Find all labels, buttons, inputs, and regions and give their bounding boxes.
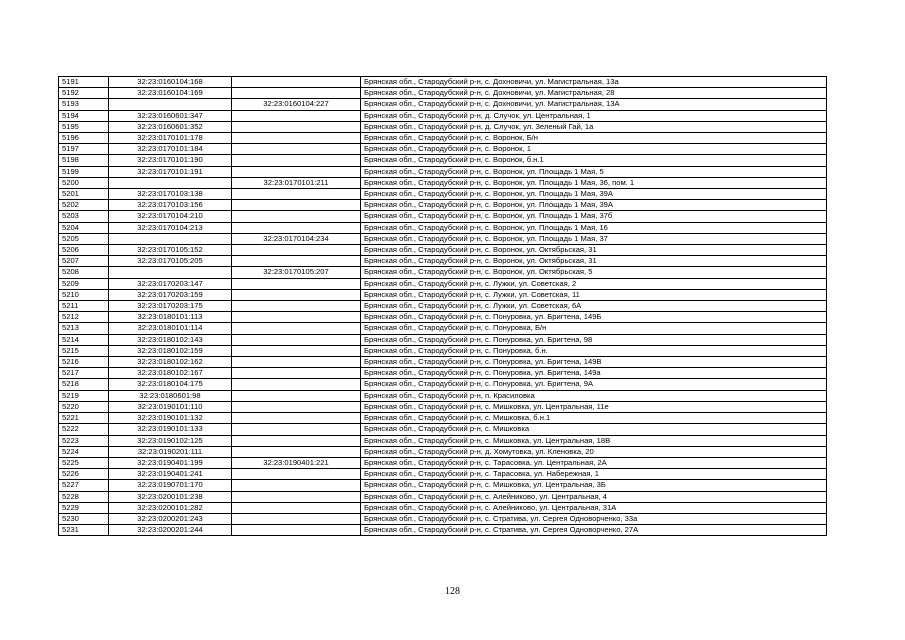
cadastral-number-2-cell bbox=[232, 491, 361, 502]
table-row bbox=[59, 413, 827, 424]
row-number-cell: 5198 bbox=[59, 155, 109, 166]
cadastral-number-2-cell bbox=[232, 133, 361, 144]
address-cell: Брянская обл., Стародубский р-н, с. Лужки, ул. Советская, 11 bbox=[361, 289, 827, 300]
cadastral-number-cell: 32:23:0170101:191 bbox=[109, 166, 232, 177]
cadastral-number-2-cell bbox=[232, 469, 361, 480]
cadastral-number-cell: 32:23:0190101:133 bbox=[109, 424, 232, 435]
address-cell: Брянская обл., Стародубский р-н, с. Воронок, ул. Площадь 1 Мая, 37 bbox=[361, 233, 827, 244]
cadastral-number-2-cell: 32:23:0170105:207 bbox=[232, 267, 361, 278]
cadastral-number-cell: 32:23:0160104:168 bbox=[109, 77, 232, 88]
address-cell: Брянская обл., Стародубский р-н, с. Воронок, ул. Площадь 1 Мая, 37б bbox=[361, 211, 827, 222]
table-row bbox=[59, 390, 827, 401]
table-row bbox=[59, 357, 827, 368]
address-cell: Брянская обл., Стародубский р-н, с. Алейниково, ул. Центральная, 31А bbox=[361, 502, 827, 513]
cadastral-number-2-cell bbox=[232, 155, 361, 166]
cadastral-number-2-cell: 32:23:0170101:211 bbox=[232, 177, 361, 188]
address-cell: Брянская обл., Стародубский р-н, с. Мишковка, ул. Центральная, 11е bbox=[361, 401, 827, 412]
table-row bbox=[59, 77, 827, 88]
cadastral-number-cell: 32:23:0180104:175 bbox=[109, 379, 232, 390]
address-cell: Брянская обл., Стародубский р-н, с. Стратива, ул. Сергея Одноворченко, 33а bbox=[361, 513, 827, 524]
row-number-cell: 5230 bbox=[59, 513, 109, 524]
page-number: 128 bbox=[445, 586, 460, 597]
table-row bbox=[59, 177, 827, 188]
cadastral-number-cell: 32:23:0190401:241 bbox=[109, 469, 232, 480]
row-number-cell: 5228 bbox=[59, 491, 109, 502]
table-row bbox=[59, 513, 827, 524]
row-number-cell: 5227 bbox=[59, 480, 109, 491]
row-number-cell: 5214 bbox=[59, 334, 109, 345]
cadastral-number-cell: 32:23:0170203:159 bbox=[109, 289, 232, 300]
cadastral-number-2-cell: 32:23:0190401:221 bbox=[232, 457, 361, 468]
address-cell: Брянская обл., Стародубский р-н, д. Случок, ул. Центральная, 1 bbox=[361, 110, 827, 121]
address-cell: Брянская обл., Стародубский р-н, с. Мишковка, ул. Центральная, 3Б bbox=[361, 480, 827, 491]
table-row bbox=[59, 289, 827, 300]
cadastral-number-2-cell bbox=[232, 446, 361, 457]
cadastral-number-2-cell bbox=[232, 200, 361, 211]
address-cell: Брянская обл., Стародубский р-н, с. Воронок, б.н.1 bbox=[361, 155, 827, 166]
cadastral-number-2-cell bbox=[232, 334, 361, 345]
table-row bbox=[59, 345, 827, 356]
cadastral-number-2-cell bbox=[232, 222, 361, 233]
table-row bbox=[59, 435, 827, 446]
row-number-cell: 5231 bbox=[59, 525, 109, 536]
cadastral-number-2-cell bbox=[232, 368, 361, 379]
address-cell: Брянская обл., Стародубский р-н, с. Тарасовка, ул. Набережная, 1 bbox=[361, 469, 827, 480]
address-cell: Брянская обл., Стародубский р-н, с. Воронок, Б/н bbox=[361, 133, 827, 144]
cadastral-number-2-cell bbox=[232, 245, 361, 256]
table-row bbox=[59, 233, 827, 244]
row-number-cell: 5201 bbox=[59, 189, 109, 200]
table-row bbox=[59, 278, 827, 289]
cadastral-number-cell: 32:23:0170101:190 bbox=[109, 155, 232, 166]
property-table-body bbox=[59, 77, 827, 536]
row-number-cell: 5213 bbox=[59, 323, 109, 334]
row-number-cell: 5200 bbox=[59, 177, 109, 188]
cadastral-number-cell: 32:23:0180101:113 bbox=[109, 312, 232, 323]
cadastral-number-2-cell bbox=[232, 390, 361, 401]
address-cell: Брянская обл., Стародубский р-н, д. Хомутовка, ул. Кленовка, 20 bbox=[361, 446, 827, 457]
table-row bbox=[59, 368, 827, 379]
cadastral-number-cell: 32:23:0170104:213 bbox=[109, 222, 232, 233]
table-row bbox=[59, 256, 827, 267]
cadastral-number-2-cell bbox=[232, 525, 361, 536]
cadastral-number-cell: 32:23:0170103:138 bbox=[109, 189, 232, 200]
cadastral-number-2-cell bbox=[232, 312, 361, 323]
cadastral-number-2-cell bbox=[232, 435, 361, 446]
row-number-cell: 5204 bbox=[59, 222, 109, 233]
table-row bbox=[59, 525, 827, 536]
address-cell: Брянская обл., Стародубский р-н, с. Дохновичи, ул. Магистральная, 13а bbox=[361, 77, 827, 88]
address-cell: Брянская обл., Стародубский р-н, д. Случок, ул. Зеленый Гай, 1а bbox=[361, 121, 827, 132]
cadastral-number-cell bbox=[109, 99, 232, 110]
row-number-cell: 5220 bbox=[59, 401, 109, 412]
address-cell: Брянская обл., Стародубский р-н, с. Тарасовка, ул. Центральная, 2А bbox=[361, 457, 827, 468]
address-cell: Брянская обл., Стародубский р-н, с. Стратива, ул. Сергея Одноворченко, 27А bbox=[361, 525, 827, 536]
cadastral-number-cell: 32:23:0170104:210 bbox=[109, 211, 232, 222]
address-cell: Брянская обл., Стародубский р-н, с. Воронок, ул. Октябрьская, 5 bbox=[361, 267, 827, 278]
address-cell: Брянская обл., Стародубский р-н, с. Мишковка, ул. Центральная, 18В bbox=[361, 435, 827, 446]
table-row bbox=[59, 334, 827, 345]
cadastral-number-cell: 32:23:0170203:175 bbox=[109, 301, 232, 312]
table-row bbox=[59, 133, 827, 144]
cadastral-number-2-cell bbox=[232, 189, 361, 200]
address-cell: Брянская обл., Стародубский р-н, с. Воронок, ул. Площадь 1 Мая, 39А bbox=[361, 189, 827, 200]
address-cell: Брянская обл., Стародубский р-н, с. Алейниково, ул. Центральная, 4 bbox=[361, 491, 827, 502]
cadastral-number-cell: 32:23:0170103:156 bbox=[109, 200, 232, 211]
table-row bbox=[59, 401, 827, 412]
cadastral-number-cell: 32:23:0170105:205 bbox=[109, 256, 232, 267]
address-cell: Брянская обл., Стародубский р-н, с. Воронок, ул. Площадь 1 Мая, 36, пом. 1 bbox=[361, 177, 827, 188]
table-row bbox=[59, 469, 827, 480]
row-number-cell: 5226 bbox=[59, 469, 109, 480]
cadastral-number-2-cell bbox=[232, 144, 361, 155]
cadastral-number-2-cell bbox=[232, 88, 361, 99]
table-row bbox=[59, 155, 827, 166]
cadastral-number-cell: 32:23:0190101:132 bbox=[109, 413, 232, 424]
cadastral-number-2-cell bbox=[232, 502, 361, 513]
address-cell: Брянская обл., Стародубский р-н, с. Воронок, ул. Октябрьская, 31 bbox=[361, 245, 827, 256]
cadastral-number-cell: 32:23:0180102:162 bbox=[109, 357, 232, 368]
table-row bbox=[59, 424, 827, 435]
cadastral-number-2-cell bbox=[232, 301, 361, 312]
cadastral-number-cell bbox=[109, 233, 232, 244]
address-cell: Брянская обл., Стародубский р-н, с. Лужки, ул. Советская, 2 bbox=[361, 278, 827, 289]
cadastral-number-2-cell: 32:23:0160104:227 bbox=[232, 99, 361, 110]
address-cell: Брянская обл., Стародубский р-н, с. Мишковка, б.н.1 bbox=[361, 413, 827, 424]
cadastral-number-2-cell bbox=[232, 121, 361, 132]
row-number-cell: 5195 bbox=[59, 121, 109, 132]
cadastral-number-2-cell bbox=[232, 379, 361, 390]
cadastral-number-2-cell bbox=[232, 110, 361, 121]
address-cell: Брянская обл., Стародубский р-н, с. Понуровка, б.н. bbox=[361, 345, 827, 356]
cadastral-number-cell: 32:23:0190401:199 bbox=[109, 457, 232, 468]
row-number-cell: 5202 bbox=[59, 200, 109, 211]
table-row bbox=[59, 200, 827, 211]
cadastral-number-2-cell bbox=[232, 166, 361, 177]
table-row bbox=[59, 379, 827, 390]
row-number-cell: 5211 bbox=[59, 301, 109, 312]
cadastral-number-2-cell bbox=[232, 211, 361, 222]
row-number-cell: 5219 bbox=[59, 390, 109, 401]
address-cell: Брянская обл., Стародубский р-н, с. Воронок, ул. Октябрьская, 31 bbox=[361, 256, 827, 267]
cadastral-number-cell: 32:23:0170105:152 bbox=[109, 245, 232, 256]
cadastral-number-cell: 32:23:0190101:110 bbox=[109, 401, 232, 412]
row-number-cell: 5212 bbox=[59, 312, 109, 323]
row-number-cell: 5194 bbox=[59, 110, 109, 121]
cadastral-number-2-cell bbox=[232, 77, 361, 88]
cadastral-number-2-cell bbox=[232, 357, 361, 368]
table-row bbox=[59, 99, 827, 110]
cadastral-number-2-cell bbox=[232, 323, 361, 334]
row-number-cell: 5197 bbox=[59, 144, 109, 155]
table-row bbox=[59, 502, 827, 513]
cadastral-number-2-cell bbox=[232, 401, 361, 412]
table-row bbox=[59, 323, 827, 334]
row-number-cell: 5210 bbox=[59, 289, 109, 300]
address-cell: Брянская обл., Стародубский р-н, п. Красиловка bbox=[361, 390, 827, 401]
cadastral-number-cell: 32:23:0180102:167 bbox=[109, 368, 232, 379]
table-row bbox=[59, 301, 827, 312]
table-row bbox=[59, 189, 827, 200]
table-row bbox=[59, 222, 827, 233]
cadastral-number-cell: 32:23:0200101:238 bbox=[109, 491, 232, 502]
table-row bbox=[59, 267, 827, 278]
cadastral-number-2-cell bbox=[232, 480, 361, 491]
cadastral-number-cell: 32:23:0160104:169 bbox=[109, 88, 232, 99]
address-cell: Брянская обл., Стародубский р-н, с. Понуровка, ул. Бригтена, 9А bbox=[361, 379, 827, 390]
row-number-cell: 5215 bbox=[59, 345, 109, 356]
row-number-cell: 5229 bbox=[59, 502, 109, 513]
cadastral-number-cell: 32:23:0160601:352 bbox=[109, 121, 232, 132]
cadastral-number-cell: 32:23:0200201:243 bbox=[109, 513, 232, 524]
cadastral-number-cell: 32:23:0190102:125 bbox=[109, 435, 232, 446]
cadastral-number-2-cell bbox=[232, 513, 361, 524]
table-row bbox=[59, 457, 827, 468]
row-number-cell: 5218 bbox=[59, 379, 109, 390]
row-number-cell: 5206 bbox=[59, 245, 109, 256]
address-cell: Брянская обл., Стародубский р-н, с. Понуровка, ул. Бригтена, 98 bbox=[361, 334, 827, 345]
table-row bbox=[59, 88, 827, 99]
cadastral-number-2-cell bbox=[232, 424, 361, 435]
cadastral-number-cell: 32:23:0180102:143 bbox=[109, 334, 232, 345]
cadastral-number-cell: 32:23:0180102:159 bbox=[109, 345, 232, 356]
row-number-cell: 5216 bbox=[59, 357, 109, 368]
property-table bbox=[58, 76, 827, 536]
cadastral-number-2-cell bbox=[232, 256, 361, 267]
cadastral-number-2-cell bbox=[232, 413, 361, 424]
cadastral-number-cell: 32:23:0200101:282 bbox=[109, 502, 232, 513]
cadastral-number-cell: 32:23:0170101:178 bbox=[109, 133, 232, 144]
row-number-cell: 5207 bbox=[59, 256, 109, 267]
table-row bbox=[59, 446, 827, 457]
table-row bbox=[59, 245, 827, 256]
cadastral-number-2-cell bbox=[232, 345, 361, 356]
table-row bbox=[59, 211, 827, 222]
address-cell: Брянская обл., Стародубский р-н, с. Воронок, ул. Площадь 1 Мая, 5 bbox=[361, 166, 827, 177]
row-number-cell: 5222 bbox=[59, 424, 109, 435]
row-number-cell: 5192 bbox=[59, 88, 109, 99]
table-row bbox=[59, 121, 827, 132]
row-number-cell: 5225 bbox=[59, 457, 109, 468]
cadastral-number-2-cell bbox=[232, 278, 361, 289]
row-number-cell: 5224 bbox=[59, 446, 109, 457]
cadastral-number-cell: 32:23:0190701:170 bbox=[109, 480, 232, 491]
cadastral-number-cell: 32:23:0180601:98 bbox=[109, 390, 232, 401]
cadastral-number-cell bbox=[109, 267, 232, 278]
table-row bbox=[59, 166, 827, 177]
address-cell: Брянская обл., Стародубский р-н, с. Воронок, 1 bbox=[361, 144, 827, 155]
row-number-cell: 5208 bbox=[59, 267, 109, 278]
row-number-cell: 5205 bbox=[59, 233, 109, 244]
address-cell: Брянская обл., Стародубский р-н, с. Дохновичи, ул. Магистральная, 13А bbox=[361, 99, 827, 110]
address-cell: Брянская обл., Стародубский р-н, с. Понуровка, ул. Бригтена, 149В bbox=[361, 357, 827, 368]
address-cell: Брянская обл., Стародубский р-н, с. Мишковка bbox=[361, 424, 827, 435]
cadastral-number-cell: 32:23:0170203:147 bbox=[109, 278, 232, 289]
address-cell: Брянская обл., Стародубский р-н, с. Понуровка, Б/н bbox=[361, 323, 827, 334]
address-cell: Брянская обл., Стародубский р-н, с. Воронок, ул. Площадь 1 Мая, 39А bbox=[361, 200, 827, 211]
address-cell: Брянская обл., Стародубский р-н, с. Лужки, ул. Советская, 6А bbox=[361, 301, 827, 312]
table-row bbox=[59, 312, 827, 323]
cadastral-number-cell: 32:23:0190201:111 bbox=[109, 446, 232, 457]
table-row bbox=[59, 480, 827, 491]
address-cell: Брянская обл., Стародубский р-н, с. Воронок, ул. Площадь 1 Мая, 16 bbox=[361, 222, 827, 233]
row-number-cell: 5221 bbox=[59, 413, 109, 424]
row-number-cell: 5191 bbox=[59, 77, 109, 88]
cadastral-number-cell: 32:23:0160601:347 bbox=[109, 110, 232, 121]
row-number-cell: 5199 bbox=[59, 166, 109, 177]
table-row bbox=[59, 144, 827, 155]
row-number-cell: 5223 bbox=[59, 435, 109, 446]
address-cell: Брянская обл., Стародубский р-н, с. Дохновичи, ул. Магистральная, 28 bbox=[361, 88, 827, 99]
cadastral-number-cell: 32:23:0180101:114 bbox=[109, 323, 232, 334]
cadastral-number-2-cell bbox=[232, 289, 361, 300]
cadastral-number-cell: 32:23:0170101:184 bbox=[109, 144, 232, 155]
cadastral-number-cell bbox=[109, 177, 232, 188]
cadastral-number-2-cell: 32:23:0170104:234 bbox=[232, 233, 361, 244]
row-number-cell: 5203 bbox=[59, 211, 109, 222]
row-number-cell: 5196 bbox=[59, 133, 109, 144]
row-number-cell: 5193 bbox=[59, 99, 109, 110]
row-number-cell: 5217 bbox=[59, 368, 109, 379]
address-cell: Брянская обл., Стародубский р-н, с. Понуровка, ул. Бригтена, 149а bbox=[361, 368, 827, 379]
row-number-cell: 5209 bbox=[59, 278, 109, 289]
table-row bbox=[59, 491, 827, 502]
address-cell: Брянская обл., Стародубский р-н, с. Понуровка, ул. Бригтена, 149Б bbox=[361, 312, 827, 323]
table-row bbox=[59, 110, 827, 121]
cadastral-number-cell: 32:23:0200201:244 bbox=[109, 525, 232, 536]
